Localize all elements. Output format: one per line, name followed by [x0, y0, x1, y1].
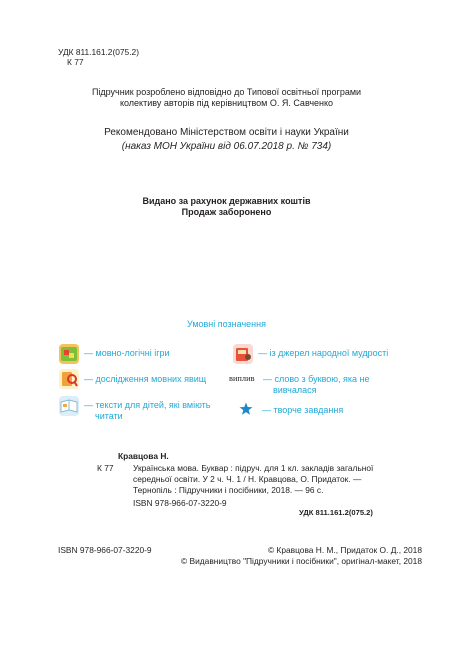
- texts-for-readers-icon: [59, 396, 79, 416]
- funding-line-2: Продаж заборонено: [181, 207, 272, 217]
- intro-line-1: Підручник розроблено відповідно до Типової освітньої програми: [91, 87, 362, 97]
- legend-item-texts-1: — тексти для дітей, які вміють: [84, 400, 211, 410]
- catalog-line-1: Українська мова. Буквар : підруч. для 1 кл. закладів загальної: [133, 463, 374, 473]
- legend-item-games: — мовно-логічні ігри: [84, 348, 170, 358]
- legend-item-unstudied-letter-2: вивчалася: [273, 385, 317, 395]
- catalog-udk: УДК 811.161.2(075.2): [299, 508, 373, 517]
- folk-wisdom-icon: [233, 344, 253, 364]
- language-research-icon: [59, 369, 79, 389]
- catalog-code: К 77: [97, 463, 114, 473]
- recommendation-line-2: (наказ МОН України від 06.07.2018 р. № 734): [121, 141, 332, 152]
- footer-copyright-authors: © Кравцова Н. М., Придаток О. Д., 2018: [267, 545, 422, 555]
- legend-title: Умовні позначення: [187, 319, 266, 329]
- udk-code-top: УДК 811.161.2(075.2): [58, 47, 139, 57]
- legend-item-research: — дослідження мовних явищ: [84, 374, 207, 384]
- legend-item-unstudied-letter-1: — слово з буквою, яка не: [263, 374, 370, 384]
- speech-logic-games-icon: [59, 344, 79, 364]
- recommendation-line-1: Рекомендовано Міністерством освіти і науки України: [104, 127, 349, 138]
- footer-copyright-publisher: © Видавництво "Підручники і посібники", оригінал-макет, 2018: [181, 556, 422, 566]
- footer-isbn: ISBN 978-966-07-3220-9: [58, 545, 152, 555]
- catalog-line-2: середньої освіти. У 2 ч. Ч. 1 / Н. Кравцова, О. Придаток. —: [133, 474, 362, 484]
- intro-line-2: колективу авторів під керівництвом О. Я. Савченко: [119, 98, 334, 108]
- catalog-author: Кравцова Н.: [118, 451, 169, 461]
- k-code-top: К 77: [67, 57, 84, 67]
- funding-line-1: Видано за рахунок державних коштів: [142, 196, 311, 206]
- catalog-isbn: ISBN 978-966-07-3220-9: [133, 498, 227, 508]
- legend-item-creative: — творче завдання: [262, 405, 344, 415]
- legend-item-texts-2: читати: [95, 411, 123, 421]
- star-icon: [239, 402, 253, 416]
- legend-item-folk-wisdom: — із джерел народної мудрості: [258, 348, 389, 358]
- catalog-line-3: Тернопіль : Підручники і посібники, 2018. — 96 с.: [133, 485, 324, 495]
- unstudied-letter-sample-word: виплив: [229, 374, 255, 383]
